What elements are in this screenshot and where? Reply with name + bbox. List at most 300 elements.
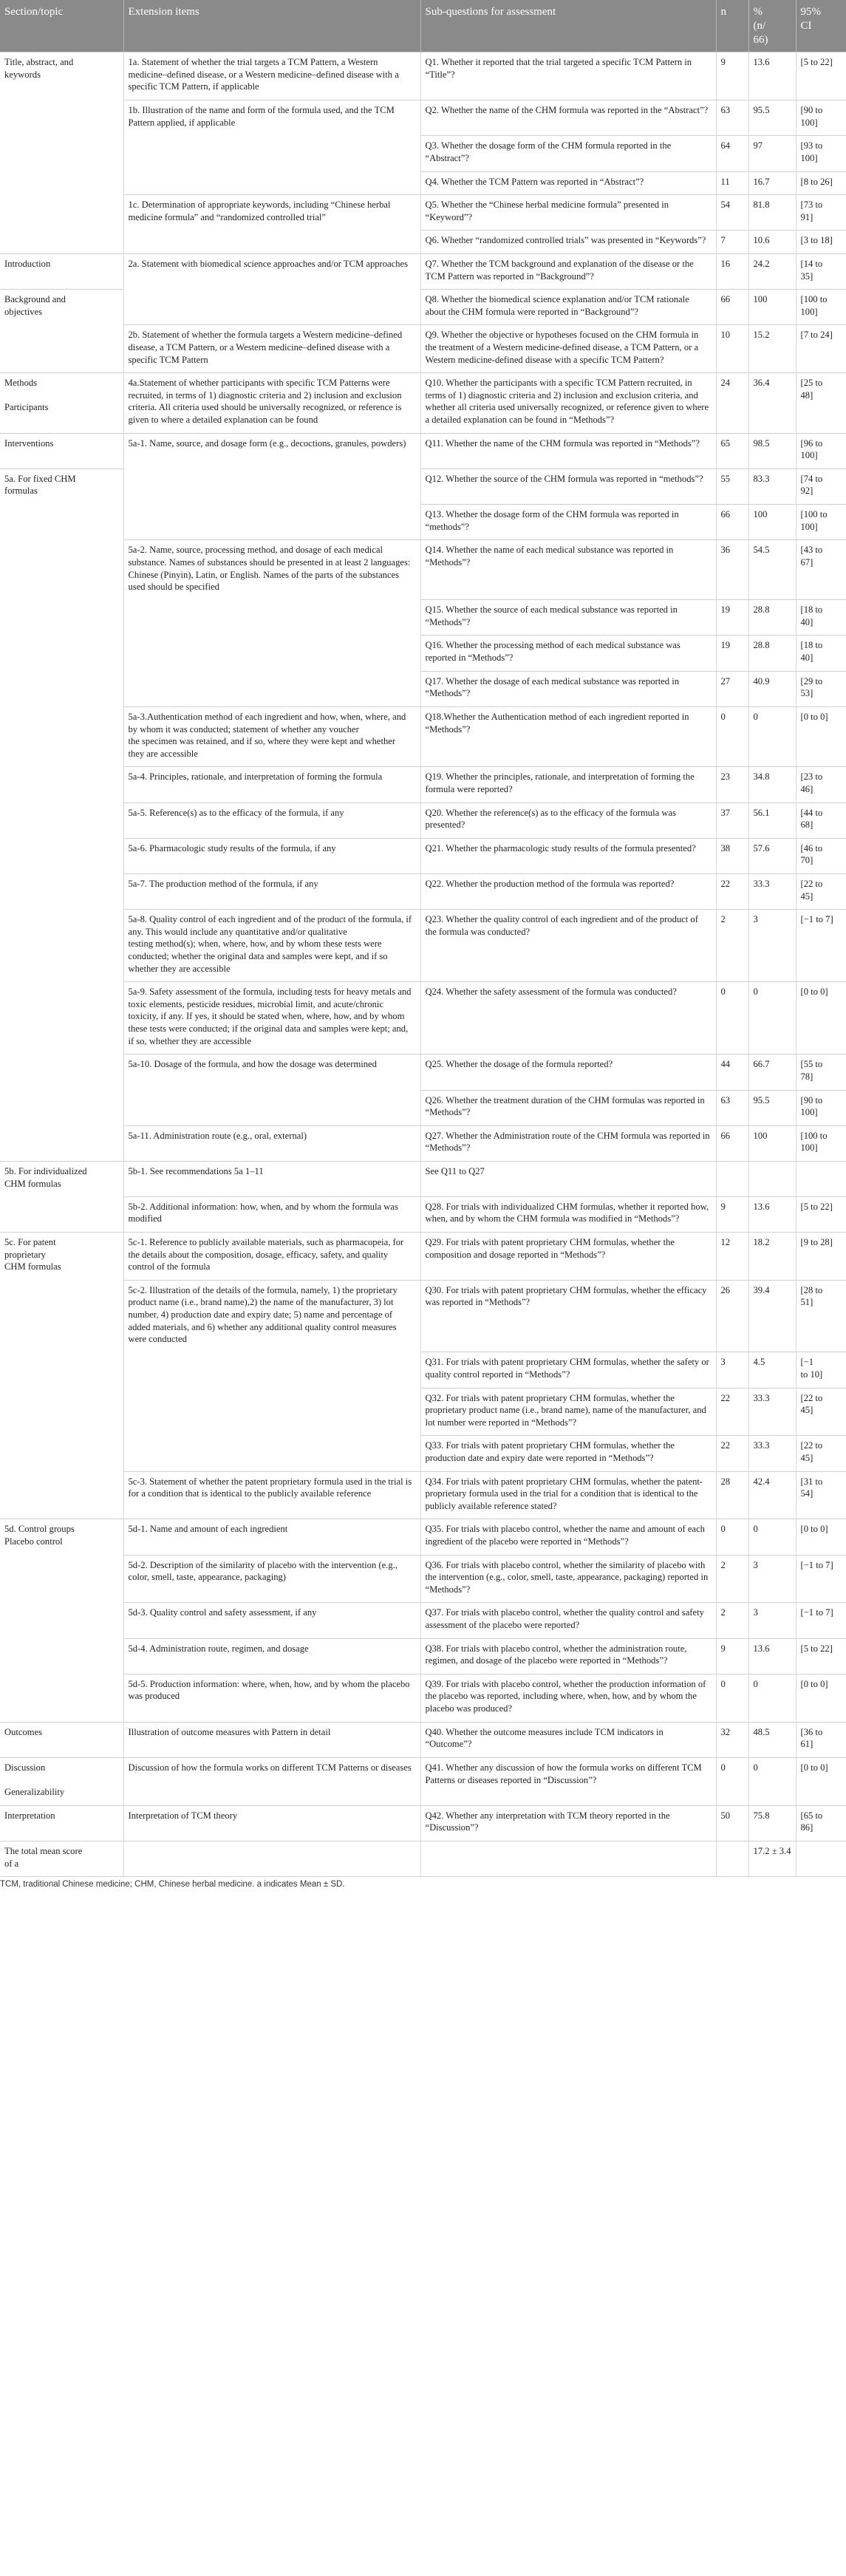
extension-item-cell [123,1352,420,1388]
percent-cell: 0 [748,1519,796,1555]
section-cell [0,1388,123,1436]
sub-question-cell: Q22. Whether the production method of the formula was reported? [420,874,716,910]
percent-cell: 17.2 ± 3.4 [748,1841,796,1876]
percent-cell: 36.4 [748,373,796,433]
n-cell: 24 [716,373,748,433]
sub-question-cell: Q40. Whether the outcome measures include TCM indicators in “Outcome”? [420,1722,716,1757]
section-cell [0,803,123,838]
extension-item-cell: 5d-1. Name and amount of each ingredient [123,1519,420,1555]
header-percent: % (n/ 66) [748,0,796,52]
extension-item-cell [123,1436,420,1471]
extension-item-cell: 5d-5. Production information: where, when, how, and by whom the placebo was produced [123,1674,420,1722]
section-cell [0,600,123,636]
sub-question-cell: Q13. Whether the dosage form of the CHM formula was reported in “methods”? [420,505,716,540]
percent-cell: 75.8 [748,1805,796,1841]
ci-cell: [73 to 91] [796,195,846,231]
sub-question-cell: Q23. Whether the quality control of each ingredient and of the product of the formula was conducted? [420,910,716,982]
section-cell [0,1280,123,1352]
n-cell [716,1161,748,1196]
extension-item-cell [123,290,420,325]
n-cell: 2 [716,1603,748,1638]
n-cell: 22 [716,1436,748,1471]
section-cell [0,1471,123,1519]
table-row [0,100,846,136]
percent-cell: 83.3 [748,468,796,504]
extension-item-cell: 5a-8. Quality control of each ingredient and of the product of the formula, if any. This would include any quantitative and/or qualitative testing method(s); when, where, how, and by whom these tests were conducted; whether the original data and samples were kept, and if so whether they are accessible [123,910,420,982]
n-cell: 9 [716,1196,748,1232]
sub-question-cell: Q41. Whether any discussion of how the formula works on different TCM Patterns or diseases reported in “Discussion”? [420,1757,716,1805]
header-row [0,0,846,52]
ci-cell: [18 to 40] [796,636,846,671]
extension-item-cell: 5a-7. The production method of the formula, if any [123,874,420,910]
sub-question-cell [420,1841,716,1876]
n-cell: 2 [716,910,748,982]
extension-item-cell [123,136,420,171]
extension-item-cell [123,671,420,706]
ci-cell: [8 to 26] [796,171,846,195]
ci-cell: [5 to 22] [796,1638,846,1674]
extension-item-cell [123,1841,420,1876]
percent-cell: 42.4 [748,1471,796,1519]
table-row [0,1352,846,1388]
section-cell [0,706,123,766]
sub-question-cell: Q9. Whether the objective or hypotheses focused on the CHM formula in the treatment of a Western medicine-defined disease, a TCM Pattern, or a Western medicine-defined disease with a specific TCM Pattern? [420,325,716,373]
percent-cell: 4.5 [748,1352,796,1388]
percent-cell: 28.8 [748,600,796,636]
sub-question-cell: Q35. For trials with placebo control, whether the name and amount of each ingredient of the placebo were reported in “Methods”? [420,1519,716,1555]
section-cell: 5a. For fixed CHM formulas [0,468,123,504]
sub-question-cell: Q42. Whether any interpretation with TCM theory reported in the “Discussion”? [420,1805,716,1841]
extension-item-cell: 5c-1. Reference to publicly available materials, such as pharmacopeia, for the details about the composition, dosage, efficacy, safety, and quality control of the formula [123,1232,420,1280]
table-row [0,671,846,706]
header-section-topic: Section/topic [0,0,123,52]
n-cell: 9 [716,1638,748,1674]
sub-question-cell: Q4. Whether the TCM Pattern was reported in “Abstract”? [420,171,716,195]
n-cell: 36 [716,540,748,600]
section-cell [0,767,123,803]
percent-cell: 3 [748,1555,796,1603]
percent-cell: 33.3 [748,1388,796,1436]
n-cell: 44 [716,1054,748,1090]
section-cell [0,1196,123,1232]
extension-item-cell [123,600,420,636]
ci-cell: [55 to 78] [796,1054,846,1090]
section-cell [0,100,123,136]
table-row [0,253,846,289]
n-cell: 16 [716,253,748,289]
table-row [0,1196,846,1232]
sub-question-cell: Q37. For trials with placebo control, whether the quality control and safety assessment of the placebo were reported? [420,1603,716,1638]
sub-question-cell: Q8. Whether the biomedical science explanation and/or TCM rationale about the CHM formula were reported in “Background”? [420,290,716,325]
sub-question-cell: Q3. Whether the dosage form of the CHM formula reported in the “Abstract”? [420,136,716,171]
percent-cell: 34.8 [748,767,796,803]
ci-cell: [44 to 68] [796,803,846,838]
ci-cell: [96 to 100] [796,433,846,468]
ci-cell: [−1 to 7] [796,1603,846,1638]
extension-item-cell: Discussion of how the formula works on different TCM Patterns or diseases [123,1757,420,1805]
n-cell: 28 [716,1471,748,1519]
section-cell: Introduction [0,253,123,289]
sub-question-cell: Q16. Whether the processing method of each medical substance was reported in “Methods”? [420,636,716,671]
ci-cell: [46 to 70] [796,838,846,873]
ci-cell: [23 to 46] [796,767,846,803]
table-row [0,195,846,231]
section-cell [0,505,123,540]
section-cell [0,1603,123,1638]
extension-item-cell: 5c-3. Statement of whether the patent proprietary formula used in the trial is for a condition that is identical to the publicly available reference [123,1471,420,1519]
n-cell: 2 [716,1555,748,1603]
percent-cell: 100 [748,1125,796,1161]
percent-cell: 0 [748,706,796,766]
table-row [0,231,846,254]
table-row [0,1674,846,1722]
n-cell: 54 [716,195,748,231]
ci-cell: [90 to 100] [796,1090,846,1125]
n-cell: 0 [716,1674,748,1722]
percent-cell: 48.5 [748,1722,796,1757]
table-row [0,767,846,803]
sub-question-cell: Q38. For trials with placebo control, whether the administration route, regimen, and dosage of the placebo were reported in “Methods”? [420,1638,716,1674]
section-cell [0,874,123,910]
percent-cell: 95.5 [748,1090,796,1125]
sub-question-cell: See Q11 to Q27 [420,1161,716,1196]
header-extension-items: Extension items [123,0,420,52]
percent-cell: 33.3 [748,1436,796,1471]
ci-cell: [5 to 22] [796,52,846,100]
percent-cell: 18.2 [748,1232,796,1280]
n-cell: 63 [716,1090,748,1125]
section-cell: 5d. Control groups Placebo control [0,1519,123,1555]
table-footnote: TCM, traditional Chinese medicine; CHM, Chinese herbal medicine. a indicates Mean ± SD. [0,1880,345,1890]
percent-cell: 95.5 [748,100,796,136]
ci-cell: [14 to 35] [796,253,846,289]
sub-question-cell: Q20. Whether the reference(s) as to the efficacy of the formula was presented? [420,803,716,838]
section-cell [0,325,123,373]
header-sub-questions: Sub-questions for assessment [420,0,716,52]
sub-question-cell: Q6. Whether “randomized controlled trials” was presented in “Keywords”? [420,231,716,254]
table-row [0,325,846,373]
n-cell: 65 [716,433,748,468]
sub-question-cell: Q27. Whether the Administration route of the CHM formula was reported in “Methods”? [420,1125,716,1161]
sub-question-cell: Q14. Whether the name of each medical substance was reported in “Methods”? [420,540,716,600]
extension-item-cell: 5c-2. Illustration of the details of the formula, namely, 1) the proprietary product name (i.e., brand name),2) the name of the manufacturer, 3) lot number, 4) production date and expiry date; 5) name and percentage of added materials, and 6) whether any additional quality control measures were conducted [123,1280,420,1352]
n-cell: 32 [716,1722,748,1757]
extension-item-cell: 5a-1. Name, source, and dosage form (e.g., decoctions, granules, powders) [123,433,420,468]
n-cell: 10 [716,325,748,373]
percent-cell: 13.6 [748,1638,796,1674]
n-cell: 66 [716,505,748,540]
percent-cell: 39.4 [748,1280,796,1352]
extension-item-cell: 5a-10. Dosage of the formula, and how the dosage was determined [123,1054,420,1090]
sub-question-cell: Q33. For trials with patent proprietary CHM formulas, whether the production date and expiry date were reported in “Methods”? [420,1436,716,1471]
n-cell: 7 [716,231,748,254]
sub-question-cell: Q10. Whether the participants with a specific TCM Pattern recruited, in terms of 1) diagnostic criteria and 2) inclusion and exclusion criteria, and whether all criteria used universally recognized, or reference given to where a detailed explanation can be found in “Methods”? [420,373,716,433]
ci-cell [796,1841,846,1876]
extension-item-cell: 5b-2. Additional information: how, when, and by whom the formula was modified [123,1196,420,1232]
extension-item-cell: 4a.Statement of whether participants with specific TCM Patterns were recruited, in terms of 1) diagnostic criteria and 2) inclusion and exclusion criteria. All criteria used should be universally recognized, or reference is given to where a detailed explanation can be found [123,373,420,433]
section-cell [0,171,123,195]
table-row [0,636,846,671]
ci-cell: [0 to 0] [796,982,846,1054]
n-cell: 66 [716,1125,748,1161]
ci-cell: [−1 to 10] [796,1352,846,1388]
table-row [0,982,846,1054]
n-cell: 19 [716,600,748,636]
sub-question-cell: Q2. Whether the name of the CHM formula was reported in the “Abstract”? [420,100,716,136]
section-cell [0,195,123,231]
section-cell [0,910,123,982]
section-cell: Outcomes [0,1722,123,1757]
n-cell: 11 [716,171,748,195]
n-cell: 9 [716,52,748,100]
n-cell: 12 [716,1232,748,1280]
n-cell: 0 [716,1757,748,1805]
ci-cell: [0 to 0] [796,1757,846,1805]
extension-item-cell [123,468,420,504]
n-cell: 0 [716,982,748,1054]
ci-cell: [93 to 100] [796,136,846,171]
n-cell: 55 [716,468,748,504]
percent-cell: 3 [748,910,796,982]
percent-cell: 97 [748,136,796,171]
section-cell [0,838,123,873]
section-cell [0,136,123,171]
sub-question-cell: Q1. Whether it reported that the trial targeted a specific TCM Pattern in “Title”? [420,52,716,100]
table-row [0,1280,846,1352]
percent-cell: 100 [748,290,796,325]
ci-cell: [65 to 86] [796,1805,846,1841]
n-cell: 37 [716,803,748,838]
percent-cell: 66.7 [748,1054,796,1090]
ci-cell: [0 to 0] [796,1674,846,1722]
section-cell: Interpretation [0,1805,123,1841]
section-cell [0,1674,123,1722]
table-row [0,1722,846,1757]
n-cell: 66 [716,290,748,325]
table-row [0,1388,846,1436]
percent-cell: 10.6 [748,231,796,254]
extension-item-cell: 5a-4. Principles, rationale, and interpretation of forming the formula [123,767,420,803]
extension-item-cell: 5a-11. Administration route (e.g., oral, external) [123,1125,420,1161]
table-row [0,600,846,636]
extension-item-cell: 5d-2. Description of the similarity of placebo with the intervention (e.g., color, smell, taste, appearance, packaging) [123,1555,420,1603]
ci-cell: [43 to 67] [796,540,846,600]
percent-cell: 81.8 [748,195,796,231]
extension-item-cell [123,171,420,195]
percent-cell: 3 [748,1603,796,1638]
ci-cell: [100 to 100] [796,290,846,325]
n-cell: 64 [716,136,748,171]
section-cell [0,540,123,600]
percent-cell: 13.6 [748,1196,796,1232]
extension-item-cell: 5a-3.Authentication method of each ingredient and how, when, where, and by whom it was conducted; statement of whether any voucher the specimen was retained, and if so, where they were kept and whether they are accessible [123,706,420,766]
table-row [0,1232,846,1280]
sub-question-cell: Q34. For trials with patent proprietary CHM formulas, whether the patent-proprietary formula used in the trial for a condition that is identical to the publicly available reference stated? [420,1471,716,1519]
table-row [0,1603,846,1638]
ci-cell: [36 to 61] [796,1722,846,1757]
section-cell [0,1352,123,1388]
table-row [0,1841,846,1876]
table-row [0,1161,846,1196]
extension-item-cell: 1a. Statement of whether the trial targets a TCM Pattern, a Western medicine–defined disease, or a Western medicine–defined disease with a specific TCM Pattern, if applicable [123,52,420,100]
percent-cell: 40.9 [748,671,796,706]
table-row [0,505,846,540]
ci-cell: [18 to 40] [796,600,846,636]
sub-question-cell: Q18.Whether the Authentication method of each ingredient reported in “Methods”? [420,706,716,766]
extension-item-cell: Illustration of outcome measures with Pattern in detail [123,1722,420,1757]
table-row [0,1125,846,1161]
n-cell: 38 [716,838,748,873]
extension-item-cell [123,1090,420,1125]
table-row [0,803,846,838]
table-body [0,52,846,1877]
extension-item-cell: 5d-3. Quality control and safety assessment, if any [123,1603,420,1638]
section-cell [0,1638,123,1674]
sub-question-cell: Q7. Whether the TCM background and explanation of the disease or the TCM Pattern was reported in “Background”? [420,253,716,289]
section-cell [0,1054,123,1090]
n-cell: 22 [716,874,748,910]
extension-item-cell: 5a-5. Reference(s) as to the efficacy of the formula, if any [123,803,420,838]
ci-cell: [28 to 51] [796,1280,846,1352]
n-cell: 26 [716,1280,748,1352]
section-cell [0,1090,123,1125]
sub-question-cell: Q30. For trials with patent proprietary CHM formulas, whether the efficacy was reported in “Methods”? [420,1280,716,1352]
percent-cell: 24.2 [748,253,796,289]
extension-item-cell: 5d-4. Administration route, regimen, and dosage [123,1638,420,1674]
extension-item-cell: 2a. Statement with biomedical science approaches and/or TCM approaches [123,253,420,289]
sub-question-cell: Q15. Whether the source of each medical substance was reported in “Methods”? [420,600,716,636]
sub-question-cell: Q11. Whether the name of the CHM formula was reported in “Methods”? [420,433,716,468]
table-row [0,838,846,873]
percent-cell: 28.8 [748,636,796,671]
percent-cell: 33.3 [748,874,796,910]
sub-question-cell: Q5. Whether the “Chinese herbal medicine formula” presented in “Keyword”? [420,195,716,231]
percent-cell: 57.6 [748,838,796,873]
ci-cell: [−1 to 7] [796,1555,846,1603]
extension-item-cell: 5a-6. Pharmacologic study results of the formula, if any [123,838,420,873]
ci-cell [796,1161,846,1196]
percent-cell [748,1161,796,1196]
ci-cell: [22 to 45] [796,1388,846,1436]
ci-cell: [7 to 24] [796,325,846,373]
table-row [0,706,846,766]
percent-cell: 15.2 [748,325,796,373]
section-cell: Discussion Generalizability [0,1757,123,1805]
table-row [0,433,846,468]
table-row [0,1555,846,1603]
sub-question-cell: Q29. For trials with patent proprietary CHM formulas, whether the composition and dosage reported in “Methods”? [420,1232,716,1280]
table-row [0,1757,846,1805]
sub-question-cell: Q39. For trials with placebo control, whether the production information of the placebo was reported, including where, when, how, and by whom the placebo was produced? [420,1674,716,1722]
extension-item-cell: 5b-1. See recommendations 5a 1–11 [123,1161,420,1196]
ci-cell: [22 to 45] [796,874,846,910]
percent-cell: 54.5 [748,540,796,600]
ci-cell: [9 to 28] [796,1232,846,1280]
section-cell: Methods Participants [0,373,123,433]
ci-cell: [29 to 53] [796,671,846,706]
header-ci: 95% CI [796,0,846,52]
sub-question-cell: Q24. Whether the safety assessment of the formula was conducted? [420,982,716,1054]
percent-cell: 0 [748,1674,796,1722]
header-n: n [716,0,748,52]
table-row [0,136,846,171]
sub-question-cell: Q21. Whether the pharmacologic study results of the formula presented? [420,838,716,873]
n-cell: 23 [716,767,748,803]
extension-item-cell: 1c. Determination of appropriate keywords, including “Chinese herbal medicine formula” and “randomized controlled trial” [123,195,420,231]
table-row [0,540,846,600]
section-cell [0,636,123,671]
sub-question-cell: Q28. For trials with individualized CHM formulas, whether it reported how, when, and by whom the CHM formula was modified in “Methods”? [420,1196,716,1232]
table-row [0,874,846,910]
sub-question-cell: Q17. Whether the dosage of each medical substance was reported in “Methods”? [420,671,716,706]
table-row [0,1436,846,1471]
section-cell: Interventions [0,433,123,468]
n-cell: 50 [716,1805,748,1841]
table-row [0,910,846,982]
percent-cell: 56.1 [748,803,796,838]
ci-cell: [3 to 18] [796,231,846,254]
section-cell [0,671,123,706]
extension-item-cell [123,636,420,671]
sub-question-cell: Q31. For trials with patent proprietary CHM formulas, whether the safety or quality control reported in “Methods”? [420,1352,716,1388]
percent-cell: 0 [748,1757,796,1805]
n-cell: 19 [716,636,748,671]
table-row [0,1638,846,1674]
table-row [0,290,846,325]
section-cell: Title, abstract, and keywords [0,52,123,100]
table-row [0,1471,846,1519]
table-row [0,1519,846,1555]
n-cell: 3 [716,1352,748,1388]
n-cell: 63 [716,100,748,136]
sub-question-cell: Q19. Whether the principles, rationale, and interpretation of forming the formula were reported? [420,767,716,803]
ci-cell: [31 to 54] [796,1471,846,1519]
percent-cell: 0 [748,982,796,1054]
ci-cell: [0 to 0] [796,1519,846,1555]
section-cell [0,982,123,1054]
extension-item-cell [123,505,420,540]
extension-item-cell: 1b. Illustration of the name and form of the formula used, and the TCM Pattern applied, if applicable [123,100,420,136]
sub-question-cell: Q36. For trials with placebo control, whether the similarity of placebo with the intervention (e.g., color, smell, taste, appearance, packaging) reported in “Methods”? [420,1555,716,1603]
section-cell [0,1555,123,1603]
ci-cell: [90 to 100] [796,100,846,136]
table-row [0,1090,846,1125]
section-cell: 5c. For patent proprietary CHM formulas [0,1232,123,1280]
table-row [0,1054,846,1090]
percent-cell: 13.6 [748,52,796,100]
ci-cell: [−1 to 7] [796,910,846,982]
extension-item-cell: 5a-2. Name, source, processing method, and dosage of each medical substance. Names of substances should be presented in at least 2 languages: Chinese (Pinyin), Latin, or English. Names of the parts of the substances used should be specified [123,540,420,600]
table-row [0,52,846,100]
percent-cell: 100 [748,505,796,540]
ci-cell: [25 to 48] [796,373,846,433]
sub-question-cell: Q32. For trials with patent proprietary CHM formulas, whether the proprietary product name (i.e., brand name), name of the manufacturer, and lot number were reported in “Methods”? [420,1388,716,1436]
ci-cell: [100 to 100] [796,505,846,540]
section-cell: Background and objectives [0,290,123,325]
extension-item-cell [123,231,420,254]
percent-cell: 98.5 [748,433,796,468]
section-cell: 5b. For individualized CHM formulas [0,1161,123,1196]
extension-item-cell: 5a-9. Safety assessment of the formula, including tests for heavy metals and toxic elements, pesticide residues, microbial limit, and acute/chronic toxicity, if any. If yes, it should be stated when, where, how, and by whom these tests were conducted; if the original data and samples were kept; and, if so, whether they are accessible [123,982,420,1054]
ci-cell: [5 to 22] [796,1196,846,1232]
sub-question-cell: Q26. Whether the treatment duration of the CHM formulas was reported in “Methods”? [420,1090,716,1125]
n-cell: 0 [716,706,748,766]
section-cell [0,1125,123,1161]
section-cell: The total mean score of a [0,1841,123,1876]
extension-item-cell [123,1388,420,1436]
ci-cell: [0 to 0] [796,706,846,766]
extension-item-cell: Interpretation of TCM theory [123,1805,420,1841]
